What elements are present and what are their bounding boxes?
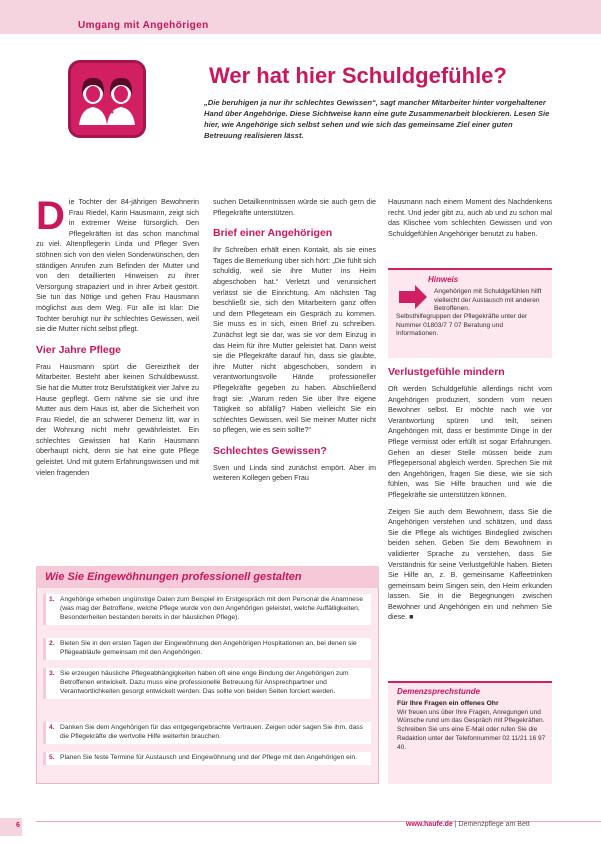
paragraph: Hausmann nach einem Moment des Nachdenkens recht. Und jeder gibt zu, auch ab und zu schon mal das Klischee vom schlechten Gewissen und von Schuldgefühlen Angehöriger benutzt zu haben. bbox=[388, 197, 552, 238]
tips-box-title: Wie Sie Eingewöhnungen professionell gestalten bbox=[45, 571, 302, 583]
hint-text: Angehörigen mit Schuldgefühlen hilft vielleicht der Austausch mit anderen Betroffenen. bbox=[434, 288, 542, 313]
consultation-title: Demenzsprechstunde bbox=[397, 687, 481, 696]
paragraph: Sven und Linda sind zunächst empört. Aber im weiteren Kollegen geben Frau bbox=[213, 462, 376, 483]
column-3-lower bbox=[388, 366, 552, 626]
two-women-icon bbox=[68, 60, 146, 138]
paragraph: Zeigen Sie auch dem Bewohnern, dass Sie die Angehörigen verstehen und schätzen, und dass Sie die Pflege als wichtiges Bindeglied zwischen beiden sehen. Geben Sie dem Bewohnern in validierter Sprache zu verstehen, dass Sie Verständnis für seine Verlustgefühle haben. Bieten Sie Hilfe an, z. B. gemeinsame Kaffeetrinken gemeinsam beim Singen sein, den Heim erkunden lassen. Sie in die Begegnungen zwischen Bewohner und Angehörigen ein und nehmen Sie diese. ■ bbox=[388, 506, 552, 622]
hint-title: Hinweis bbox=[428, 275, 459, 284]
hint-text-2: Selbsthilfegruppen der Pflegekräfte unter der Nummer 01803/7 7 07 Beratung und Informationen. bbox=[396, 313, 528, 338]
list-text: Sie erzeugen häusliche Pflegeabhängigkeiten haben oft eine enge Bindung der Angehörigen zum Betroffenen entwickelt. Dazu muss eine professionelle Betreuung für Ansprechpartner und Verantwortlichkeiten gesorgt entwickelt werden. Das sollte von beiden Seiten forciert werden. bbox=[60, 670, 349, 695]
subheading: Verlustgefühle mindern bbox=[388, 366, 505, 378]
paragraph: Ihr Schreiben erhält einen Kontakt, als sie eines Tages die Bemerkung über sich hört: „Die fühlt sich schuldig, weil sie ihre Mutter ins Heim abgeschoben hat.“ Verletzt und verunsichert verlässt sie die Einrichtung. Am nächsten Tag beschließt sie, sich den Mitarbeitern ganz offen und dem Pflegeteam ein Gespräch zu kommen. Sie muss es in sich, einen Brief zu schreiben. Zunächst legt sie dar, was sie vor dem Einzug in das Heim für ihre Mutter geleistet hat. Dann weist sie die Pflegekräfte darauf hin, dass sie glaubte, ihre Mutter nicht abgeschoben, sondern in verantwortungsvolle Hände professioneller Pflegekräfte gegeben zu haben. Abschließend fragt sie: „Warum reden Sie über Ihre eigene Tätigkeit so abfällig? Haben vielleicht Sie ein schlechtes Gewissen, weil Sie meiner Mutter nicht so pflegen, wie es sein sollte?“ bbox=[213, 245, 376, 435]
list-item bbox=[43, 752, 371, 765]
column-2 bbox=[213, 197, 376, 487]
section-label: Umgang mit Angehörigen bbox=[78, 20, 209, 31]
paragraph: Frau Hausmann spürt die Gereiztheit der Mitarbeiter. Besteht aber keinen Schuldbewusst. Sie hat die Mutter trotz Berufstätigkeit vier Jahre zu Hause gepflegt. Gern nähme sie sie und ihre Mutter aus dem Haus ist, aber die Sicherheit von Frau Riedel, die an schwerer Demenz litt, war in der Wohnung nicht mehr gewährleistet. Ein schlechtes Gewissen hat Karin Hausmann überhaupt nicht, denn sie hat eine gute Pflege geleistet. Und mit gutem Erfahrungswissen und mit vielen fragenden bbox=[36, 361, 199, 477]
list-number: 4. bbox=[49, 724, 55, 731]
list-item bbox=[43, 638, 371, 660]
article-lead: „Die beruhigen ja nur ihr schlechtes Gewissen“, sagt mancher Mitarbeiter hinter vorgehaltener Hand über Angehörige. Diese Sichtweise kann eine gute Zusammenarbeit blockieren. Lesen Sie hier, wie Angehörige sich selbst sehen und wie sich das gemeinsame Ziel einer guten Betreuung realisieren lässt. bbox=[204, 98, 550, 140]
consultation-text bbox=[397, 700, 547, 752]
article-title: Wer hat hier Schuldgefühle? bbox=[209, 63, 507, 88]
list-text: Angehörige erheben ungünstige Daten zum Beispiel im Erstgespräch mit dem Personal die Anamnese (was mag der Betroffene, welche Pflege wurde von den Angehörigen geleistet, welche Auffälligkeiten, Besonderheiten bestanden bereits in der häuslichen Pflege). bbox=[60, 596, 363, 621]
consultation-subtitle: Für Ihre Fragen ein offenes Ohr bbox=[397, 700, 499, 707]
subheading: Brief einer Angehörigen bbox=[213, 227, 333, 240]
list-item bbox=[43, 668, 371, 699]
column-1 bbox=[36, 194, 199, 481]
list-number: 3. bbox=[49, 670, 55, 677]
drop-cap: D bbox=[36, 194, 65, 238]
column-3-top bbox=[388, 197, 552, 242]
subheading: Schlechtes Gewissen? bbox=[213, 444, 327, 457]
paragraph: Oft werden Schuldgefühle allerdings nicht vom Angehörigen produziert, sondern vom neuen Bewohner selbst. Er möchte nach wie vor Verantwortung spüren und teilt, seinen Angehörigen mit, dass er bestimmte Dinge in der Pflege vermisst oder erfüllt ist sogar Erfahrungen. Gehen an dieser Stelle müssen beide zum Pflegepersonal abgleich werden. Sprechen Sie mit den Angehörigen, fragen Sie diese, wie sie sich fühlen, was Sie Hilfe brauchen und wie die Pflegekräfte sie unterstützen können. bbox=[388, 384, 552, 499]
list-text: Bieten Sie in den ersten Tagen der Eingewöhnung den Angehörigen Hospitationen an, bei denen sie Pflegeabläufe gemeinsam mit den Angehörigen. bbox=[60, 640, 357, 656]
footer-publication bbox=[406, 821, 530, 828]
page-number: 6 bbox=[16, 822, 20, 829]
list-item bbox=[43, 594, 371, 625]
list-text: Danken Sie dem Angehörigen für das entgegengebrachte Vertrauen. Zeigen oder sagen Sie ihm, dass die Pflegekräfte die wertvolle Hilfe weiterhin brauchen. bbox=[60, 724, 363, 740]
footer-pub-name: | Demenzpflege am Bett bbox=[452, 821, 530, 828]
paragraph: suchen Detailkenntnissen würde sie auch gern die Pflegekräfte unterstützen. bbox=[213, 197, 376, 217]
list-number: 5. bbox=[49, 754, 55, 761]
paragraph: ie Tochter der 84-jährigen Bewohnerin Frau Riedel, Karin Hausmann, zeigt sich in extremer Weise fürsorglich. Den Pflegekräften ist das schon manchmal zu viel. Altenpflegerin Linda und Pfleger Sven stöhnen sich von den vielen Sonderwünschen, den ständigen Anrufen zum Befinden der Mutter und von den detaillierten Hinweisen zu ihrer Versorgung strapaziert und in ihrer Arbeit gestört. Sie tun das Nötige und gehen Frau Hausmann möglichst aus dem Weg. Für alle ist klar: Die Tochter beruhigt nur ihr schlechtes Gewissen, weil sie die Mutter nicht selbst pflegt. bbox=[36, 197, 199, 334]
subheading: Vier Jahre Pflege bbox=[36, 343, 122, 356]
consultation-body: Wir freuen uns über Ihre Fragen, Anregungen und Wünsche rund um das Gespräch mit Pflegekräften. Schreiben Sie uns eine E-Mail oder rufen Sie die Redaktion unter der Telefonnummer 02 11/21 16 97 40. bbox=[397, 708, 546, 751]
footer-url[interactable]: www.haufe.de bbox=[406, 821, 453, 828]
list-text: Planen Sie feste Termine für Austausch und Eingewöhnung und der Pflege mit den Angehörigen ein. bbox=[60, 754, 357, 761]
list-number: 1. bbox=[49, 596, 55, 603]
list-item bbox=[43, 722, 371, 744]
list-number: 2. bbox=[49, 640, 55, 647]
